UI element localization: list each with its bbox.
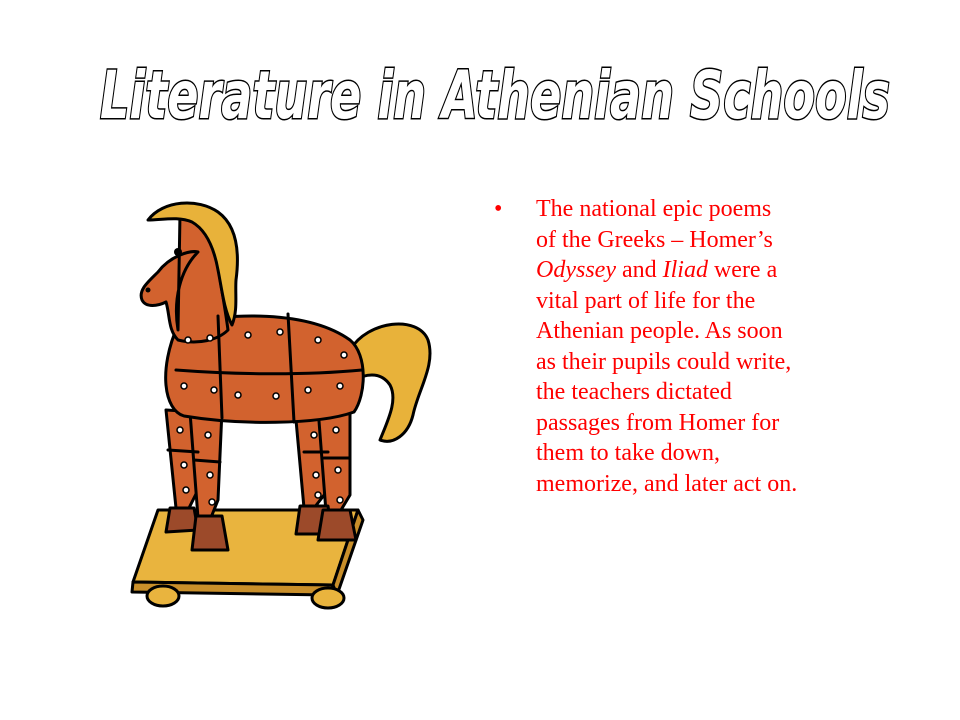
bullet-item-text — [536, 194, 894, 499]
wheel — [147, 586, 179, 606]
italic-title: Iliad — [662, 257, 708, 283]
text-line: of the Greeks – Homer’s — [536, 226, 773, 253]
bullet-list — [494, 194, 894, 499]
slide-title-text: Literature in Athenian Schools — [100, 57, 890, 134]
text-line: the teachers dictated — [536, 379, 732, 405]
text-line: The national epic poems — [536, 196, 772, 222]
hoof — [318, 510, 356, 540]
text-line: as their pupils could write, — [536, 348, 792, 375]
italic-title: Odyssey — [536, 257, 616, 283]
text-line: Odyssey and Iliad were a — [536, 257, 778, 283]
trojan-horse-illustration — [118, 190, 448, 610]
text-line: vital part of life for the — [536, 287, 756, 314]
wheel — [312, 588, 344, 608]
slide-title — [90, 48, 900, 138]
text-line: them to take down, — [536, 440, 720, 466]
text-line: Athenian people. As soon — [536, 318, 783, 344]
hoof — [192, 516, 228, 550]
text-line: memorize, and later act on. — [536, 470, 798, 497]
bullet-marker: • — [494, 196, 503, 222]
text-line: passages from Homer for — [536, 409, 780, 436]
